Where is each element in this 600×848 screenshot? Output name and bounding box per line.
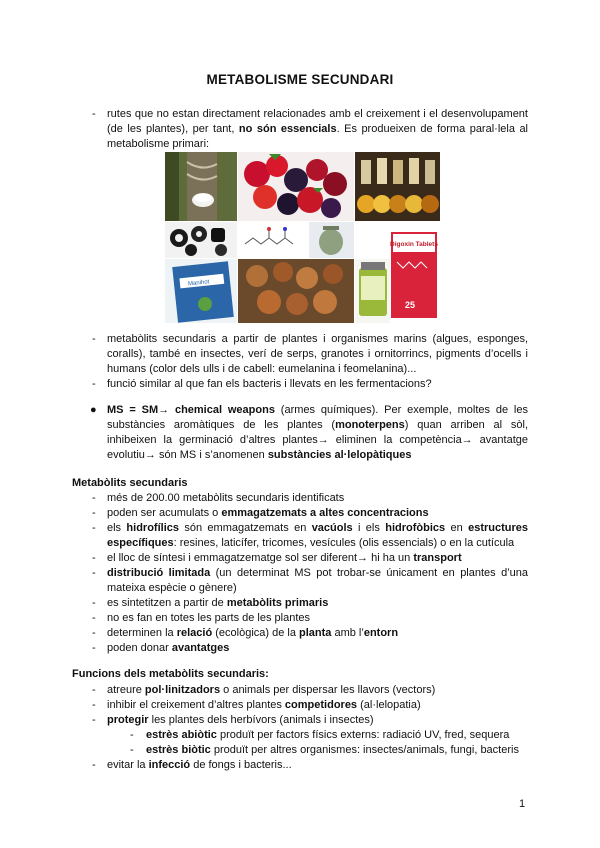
intro-paragraph-1: - rutes que no estan directament relacionades amb el creixement i el desenvolupament (de les plantes), per tant, no són essencials. Es produeixen de forma paral·lela al metabolisme primari: (92, 108, 529, 150)
essential-oil-bottles-photo (355, 152, 440, 221)
list-item: - no es fan en totes les parts de les plantes (92, 612, 311, 624)
list-item: - més de 200.00 metabòlits secundaris identificats (92, 492, 345, 504)
rubber-tree-photo (165, 152, 237, 221)
baskets-photo (238, 259, 354, 323)
section-heading-funcions: Funcions dels metabòlits secundaris: (72, 668, 269, 680)
list-item: - el lloc de síntesi i emmagatzematge sol ser diferent→ hi ha un transport (92, 552, 462, 564)
funcions-list (92, 683, 528, 773)
list-item: - els hidrofílics són emmagatzemats en vacúols i els hidrofòbics en estructures específiques: resines, laticífer, tricomes, vesícules (olis essencials) o en la cutícula (92, 522, 528, 549)
rubber-parts-photo (165, 222, 237, 258)
dash-bullet: - (92, 108, 96, 120)
intro-paragraph-2: - metabòlits secundaris a partir de plantes i organismes marins (algues, esponges, coralls), també en insectes, verí de serps, granotes i ornitorrincs, pigments d’ocells i humans (color dels ulls i de cabell: eumelanina i feomelanina)... (92, 333, 528, 375)
list-item: - poden donar avantatges (92, 642, 230, 654)
section-heading-metabolits: Metabòlits secundaris (72, 477, 188, 489)
intro-paragraph-3: - funció similar al que fan els bacteris i llevats en les fermentacions? (92, 378, 432, 390)
list-item: - evitar la infecció de fongs i bacteris... (92, 759, 292, 771)
digoxin-count: 25 (405, 300, 416, 310)
digoxin-label: Digoxin Tablets (390, 241, 438, 248)
list-item: - distribució limitada (un determinat MS pot trobar-se únicament en plantes d’una mateixa espècie o gènere) (92, 567, 528, 594)
bag-label: Manihot (187, 279, 210, 288)
metabolits-list (92, 491, 528, 656)
list-item: - es sintetitzen a partir de metabòlits primaris (92, 597, 329, 609)
list-item: - protegir les plantes dels herbívors (animals i insectes) (92, 714, 374, 726)
metabolites-image-collage (165, 152, 440, 323)
dash-bullet: - (92, 378, 96, 390)
sub-list-item: - estrès abiòtic produït per factors físics externs: radiació UV, fred, sequera (130, 729, 510, 741)
berries-photo (238, 152, 354, 221)
poppy-pod-photo (309, 222, 354, 258)
list-item: - atreure pol·linitzadors o animals per dispersar les llavors (vectors) (92, 684, 436, 696)
chemical-structure-image (238, 222, 308, 258)
dash-bullet: - (92, 333, 96, 345)
list-item: - determinen la relació (ecològica) de la planta amb l’entorn (92, 627, 399, 639)
sub-list-item: - estrès biòtic produït per altres organismes: insectes/animals, fungi, bacteris (130, 744, 519, 756)
ms-paragraph: ● MS = SM→ chemical weapons (armes químiques). Per exemple, moltes de les substàncies aromàtiques de les plantes (monoterpens) quan arriben al sòl, inhibeixen la germinació d’altres plantes→ eliminen la competència→ avantatge evolutiu→ són MS i s’anomenen substàncies al·lelopàtiques (90, 404, 529, 461)
dot-bullet: ● (90, 404, 97, 416)
pill-bottle-photo (355, 259, 390, 323)
cassava-bag-photo (165, 259, 237, 323)
list-item: - poden ser acumulats o emmagatzemats a altes concentracions (92, 507, 429, 519)
page-title: METABOLISME SECUNDARI (206, 72, 394, 87)
list-item: - inhibir el creixement d’altres plantes competidores (al·lelopatia) (92, 699, 421, 711)
page-number: 1 (519, 798, 526, 810)
